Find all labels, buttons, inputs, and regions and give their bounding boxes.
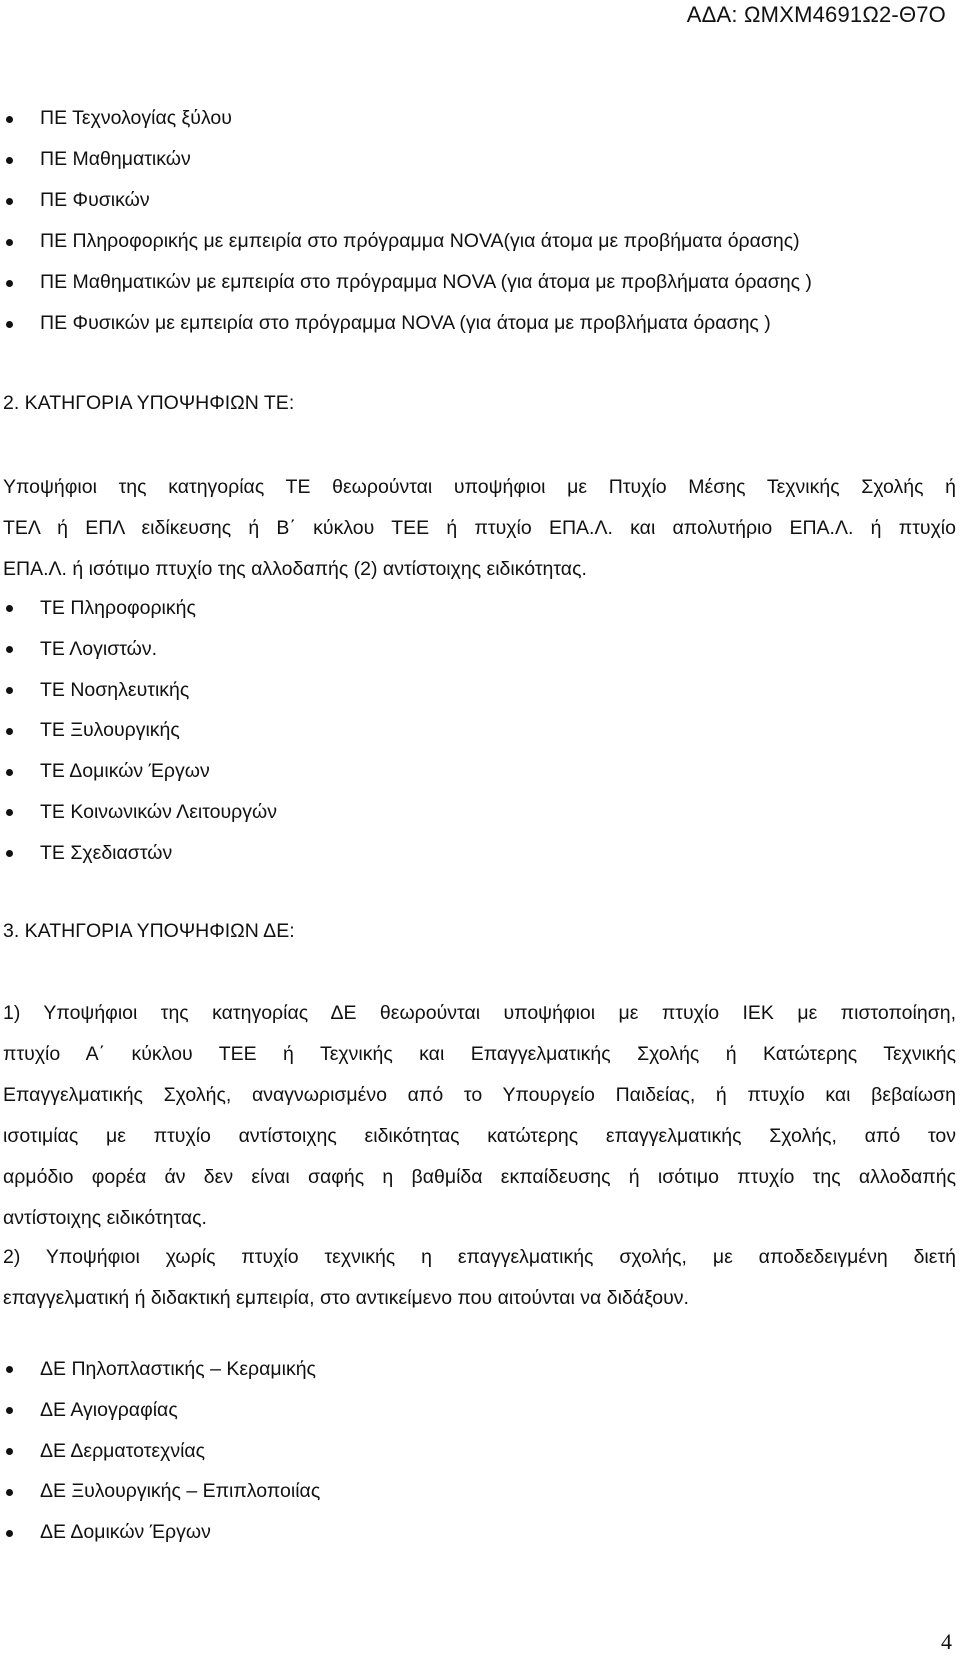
paragraph-line: αντίστοιχης ειδικότητας. [3,1207,207,1229]
list-item: ΤΕ Δομικών Έργων [0,751,277,792]
list-item: ΔΕ Ξυλουργικής – Επιπλοποιίας [0,1471,320,1512]
de-list [0,1349,320,1553]
bullet-icon [6,1448,13,1455]
bullet-icon [6,728,13,735]
section-3-heading: 3. ΚΑΤΗΓΟΡΙΑ ΥΠΟΨΗΦΙΩΝ ΔΕ: [3,920,295,942]
paragraph-line: επαγγελματική ή διδακτική εμπειρία, στο αντικείμενο που αιτούνται να διδάξουν. [3,1287,689,1309]
bullet-icon [6,116,13,123]
bullet-icon [6,809,13,816]
paragraph-line: ισοτιμίας με πτυχίο αντίστοιχης ειδικότητας κατώτερης επαγγελματικής Σχολής, από τον [3,1125,956,1147]
bullet-icon [6,1407,13,1414]
bullet-icon [6,646,13,653]
page-number: 4 [941,1629,952,1654]
bullet-icon [6,605,13,612]
ada-code: ΑΔΑ: ΩΜΧΜ4691Ω2-Θ7Ο [686,2,946,27]
list-item: ΠΕ Φυσικών [0,180,812,221]
bullet-icon [6,239,13,246]
bullet-icon [6,280,13,287]
paragraph-line: ΕΠΑ.Λ. ή ισότιμο πτυχίο της αλλοδαπής (2) αντίστοιχης ειδικότητας. [3,558,587,580]
paragraph-line: πτυχίο Α΄ κύκλου ΤΕΕ ή Τεχνικής και Επαγγελματικής Σχολής ή Κατώτερης Τεχνικής [3,1043,956,1065]
list-item: ΤΕ Λογιστών. [0,629,277,670]
list-item: ΔΕ Δομικών Έργων [0,1512,320,1553]
list-item: ΔΕ Δερματοτεχνίας [0,1431,320,1472]
section-3-paragraph-1 [3,993,956,1239]
list-item: ΤΕ Νοσηλευτικής [0,670,277,711]
list-item: ΠΕ Μαθηματικών [0,139,812,180]
list-item: ΠΕ Μαθηματικών με εμπειρία στο πρόγραμμα NOVA (για άτομα με προβλήματα όρασης ) [0,262,812,303]
paragraph-line: 2) Υποψήφιοι χωρίς πτυχίο τεχνικής η επαγγελματικής σχολής, με αποδεδειγμένη διετή [3,1246,956,1268]
paragraph-line: Επαγγελματικής Σχολής, αναγνωρισμένο από το Υπουργείο Παιδείας, ή πτυχίο και βεβαίωση [3,1084,956,1106]
list-item: ΔΕ Πηλοπλαστικής – Κεραμικής [0,1349,320,1390]
list-item: ΠΕ Πληροφορικής με εμπειρία στο πρόγραμμα NOVA(για άτομα με προβήματα όρασης) [0,221,812,262]
bullet-icon [6,157,13,164]
bullet-icon [6,1366,13,1373]
paragraph-line: αρμόδιο φορέα άν δεν είναι σαφής η βαθμίδα εκπαίδευσης ή ισότιμο πτυχίο της αλλοδαπής [3,1166,956,1188]
list-item: ΤΕ Σχεδιαστών [0,833,277,874]
list-item: ΤΕ Ξυλουργικής [0,710,277,751]
list-item: ΠΕ Φυσικών με εμπειρία στο πρόγραμμα NOVA (για άτομα με προβλήματα όρασης ) [0,303,812,344]
bullet-icon [6,321,13,328]
list-item: ΤΕ Πληροφορικής [0,588,277,629]
te-list [0,588,277,874]
list-item: ΔΕ Αγιογραφίας [0,1390,320,1431]
paragraph-line: Υποψήφιοι της κατηγορίας ΤΕ θεωρούνται υποψήφιοι με Πτυχίο Μέσης Τεχνικής Σχολής ή [3,476,956,498]
section-2-paragraph [3,467,956,590]
bullet-icon [6,198,13,205]
bullet-icon [6,1489,13,1496]
bullet-icon [6,769,13,776]
list-item: ΤΕ Κοινωνικών Λειτουργών [0,792,277,833]
bullet-icon [6,1530,13,1537]
paragraph-line: 1) Υποψήφιοι της κατηγορίας ΔΕ θεωρούνται υποψήφιοι με πτυχίο ΙΕΚ με πιστοποίηση, [3,1002,956,1024]
section-3-paragraph-2 [3,1237,956,1319]
bullet-icon [6,687,13,694]
pe-list [0,98,812,344]
section-2-heading: 2. ΚΑΤΗΓΟΡΙΑ ΥΠΟΨΗΦΙΩΝ ΤΕ: [3,392,295,414]
paragraph-line: ΤΕΛ ή ΕΠΛ ειδίκευσης ή Β΄ κύκλου ΤΕΕ ή πτυχίο ΕΠΑ.Λ. και απολυτήριο ΕΠΑ.Λ. ή πτυχίο [3,517,956,539]
list-item: ΠΕ Τεχνολογίας ξύλου [0,98,812,139]
bullet-icon [6,850,13,857]
